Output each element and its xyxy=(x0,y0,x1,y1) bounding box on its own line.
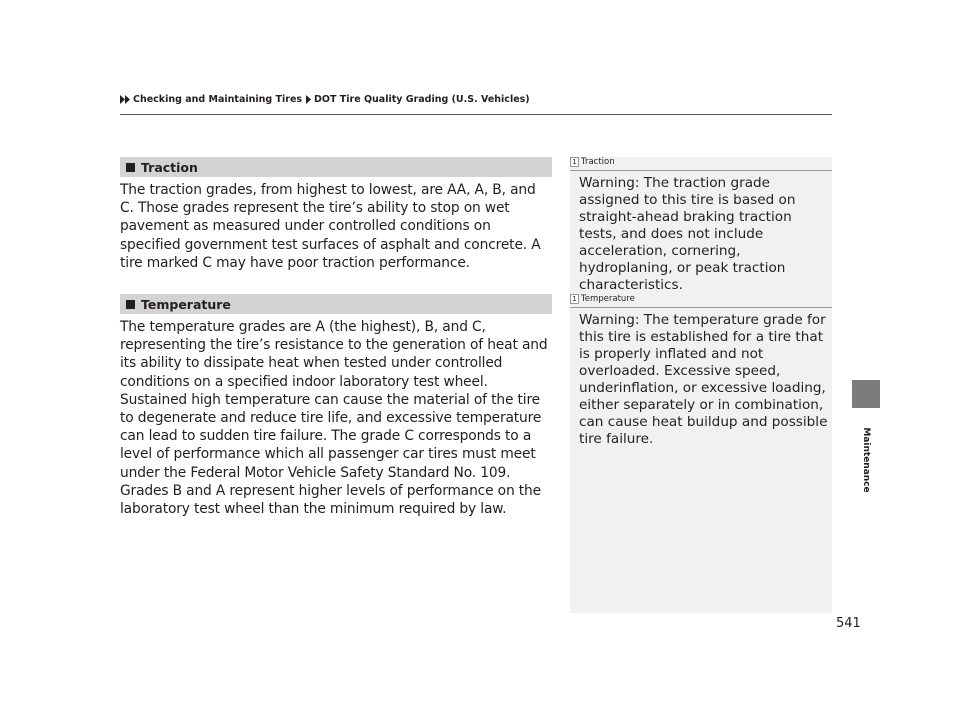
breadcrumb-item-tires[interactable]: Checking and Maintaining Tires xyxy=(133,94,303,105)
note-marker-icon: 1 xyxy=(570,294,579,304)
traction-heading-label: Traction xyxy=(141,159,198,175)
temperature-note-text: Warning: The temperature grade for this tire is established for a tire that is properly inflated and not overloaded. Excessive speed, underinflation, or excessive loading, either separately or in combination, can cause heat buildup and possible tire failure. xyxy=(579,312,828,447)
traction-note-text: Warning: The traction grade assigned to this tire is based on straight-ahead braking traction tests, and does not include acceleration, cornering, hydroplaning, or peak traction characteristics. xyxy=(579,175,796,293)
traction-heading xyxy=(120,157,552,177)
traction-body: The traction grades, from highest to lowest, are AA, A, B, and C. Those grades represent the tire’s ability to stop on wet pavement as measured under controlled conditions on specified government test surfaces of asphalt and concrete. A tire marked C may have poor traction performance. xyxy=(120,182,541,271)
breadcrumb xyxy=(120,94,530,105)
temperature-heading xyxy=(120,294,552,314)
traction-note-header xyxy=(570,157,832,171)
header-divider xyxy=(120,114,832,115)
chapter-tab[interactable] xyxy=(852,380,880,408)
temperature-note-title: Temperature xyxy=(581,294,635,304)
temperature-note-header xyxy=(570,294,832,308)
temperature-body: The temperature grades are A (the highest), B, and C, representing the tire’s resistance to the generation of heat and its ability to dissipate heat when tested under controlled conditions on a specified indoor laboratory test wheel. Sustained high temperature can cause the material of the tire to degenerate and reduce tire life, and excessive temperature can lead to sudden tire failure. The grade C corresponds to a level of performance which all passenger car tires must meet under the Federal Motor Vehicle Safety Standard No. 109. Grades B and A represent higher levels of performance on the laboratory test wheel than the minimum required by law. xyxy=(120,319,548,518)
square-bullet-icon xyxy=(126,163,135,172)
note-marker-icon: 1 xyxy=(570,157,579,167)
arrow-right-icon xyxy=(306,95,312,104)
square-bullet-icon xyxy=(126,300,135,309)
breadcrumb-item-dot-grading[interactable]: DOT Tire Quality Grading (U.S. Vehicles) xyxy=(314,94,530,105)
temperature-heading-label: Temperature xyxy=(141,296,231,312)
chapter-label: Maintenance xyxy=(861,427,871,493)
traction-note-title: Traction xyxy=(581,157,615,167)
double-arrow-icon xyxy=(120,95,132,104)
page-number: 541 xyxy=(836,616,861,631)
